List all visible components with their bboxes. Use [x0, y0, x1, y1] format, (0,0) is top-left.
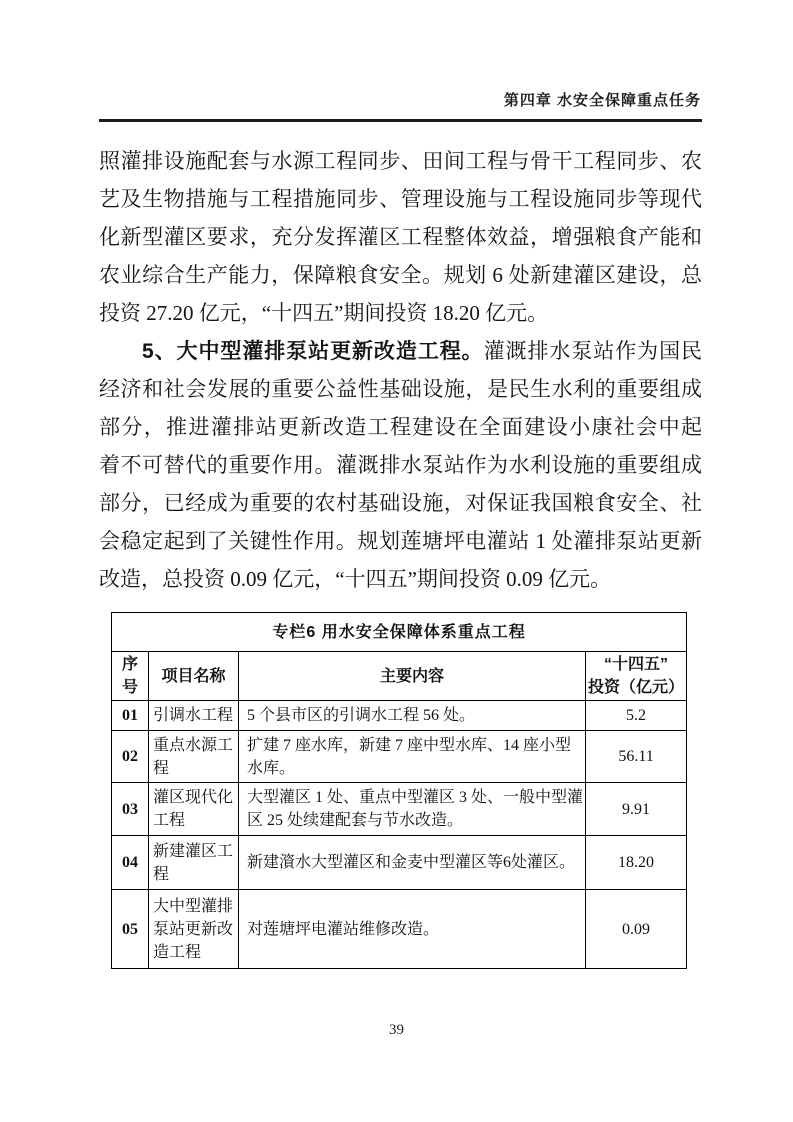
table-row	[112, 731, 687, 783]
header-rule	[99, 119, 702, 122]
text-line: 着不可替代的重要作用。灌溉排水泵站作为水利设施的重要组成	[99, 453, 702, 477]
column-header-investment	[586, 652, 687, 701]
key-projects-table	[111, 612, 687, 969]
column-header-content: 主要内容	[239, 652, 586, 701]
table-cell-no: 04	[112, 836, 149, 890]
table-row	[112, 701, 687, 731]
column-header-investment-line1: “十四五”	[604, 656, 669, 673]
page-number: 39	[389, 1022, 404, 1038]
table-cell-project-name: 新建灌区工程	[149, 836, 239, 890]
table-cell-investment: 18.20	[586, 836, 687, 890]
column-header-name: 项目名称	[149, 652, 239, 701]
table-cell-main-content: 大型灌区 1 处、重点中型灌区 3 处、一般中型灌区 25 处续建配套与节水改造。	[239, 783, 586, 836]
table-cell-investment: 9.91	[586, 783, 687, 836]
table-cell-no: 02	[112, 731, 149, 783]
text-line: 投资 27.20 亿元，“十四五”期间投资 18.20 亿元。	[99, 301, 549, 325]
column-header-no: 序号	[112, 652, 149, 701]
table-row	[112, 890, 687, 969]
table-cell-no: 03	[112, 783, 149, 836]
text-line: 5、大中型灌排泵站更新改造工程。灌溉排水泵站作为国民	[142, 339, 702, 363]
table-body	[112, 701, 687, 969]
table-cell-project-name: 重点水源工程	[149, 731, 239, 783]
text-line: 化新型灌区要求，充分发挥灌区工程整体效益，增强粮食产能和	[99, 225, 702, 249]
text-line: 经济和社会发展的重要公益性基础设施，是民生水利的重要组成	[99, 377, 702, 401]
table-cell-main-content: 扩建 7 座水库，新建 7 座中型水库、14 座小型水库。	[239, 731, 586, 783]
column-header-investment-line2: 投资（亿元）	[588, 679, 685, 696]
table-cell-investment: 5.2	[586, 701, 687, 731]
table-cell-main-content: 新建澬水大型灌区和金麦中型灌区等6处灌区。	[239, 836, 586, 890]
table-cell-project-name: 引调水工程	[149, 701, 239, 731]
highlight-box-table	[111, 612, 687, 969]
table-cell-investment: 0.09	[586, 890, 687, 969]
table-header-row	[112, 652, 687, 701]
table-cell-investment: 56.11	[586, 731, 687, 783]
text-line: 部分，推进灌排站更新改造工程建设在全面建设小康社会中起	[99, 415, 702, 439]
running-header-chapter: 第四章 水安全保障重点任务	[503, 92, 701, 109]
table-cell-no: 01	[112, 701, 149, 731]
text-line: 照灌排设施配套与水源工程同步、田间工程与骨干工程同步、农	[99, 149, 702, 173]
text-line: 改造，总投资 0.09 亿元，“十四五”期间投资 0.09 亿元。	[99, 567, 612, 591]
table-cell-project-name: 大中型灌排泵站更新改造工程	[149, 890, 239, 969]
text-line: 艺及生物措施与工程措施同步、管理设施与工程设施同步等现代	[99, 187, 702, 211]
table-cell-project-name: 灌区现代化工程	[149, 783, 239, 836]
paragraph-pump-station	[99, 332, 702, 598]
table-title-row	[112, 613, 687, 652]
body-text	[99, 142, 702, 598]
paragraph-irrigation-district	[99, 142, 702, 332]
table-cell-main-content: 对莲塘坪电灌站维修改造。	[239, 890, 586, 969]
text-line: 部分，已经成为重要的农村基础设施，对保证我国粮食安全、社	[99, 491, 702, 515]
text-line: 会稳定起到了关键性作用。规划莲塘坪电灌站 1 处灌排泵站更新	[99, 529, 702, 553]
table-row	[112, 783, 687, 836]
table-title: 专栏6 用水安全保障体系重点工程	[112, 613, 687, 652]
table-row	[112, 836, 687, 890]
table-cell-no: 05	[112, 890, 149, 969]
text-line: 农业综合生产能力，保障粮食安全。规划 6 处新建灌区建设，总	[99, 263, 702, 287]
table-cell-main-content: 5 个县市区的引调水工程 56 处。	[239, 701, 586, 731]
